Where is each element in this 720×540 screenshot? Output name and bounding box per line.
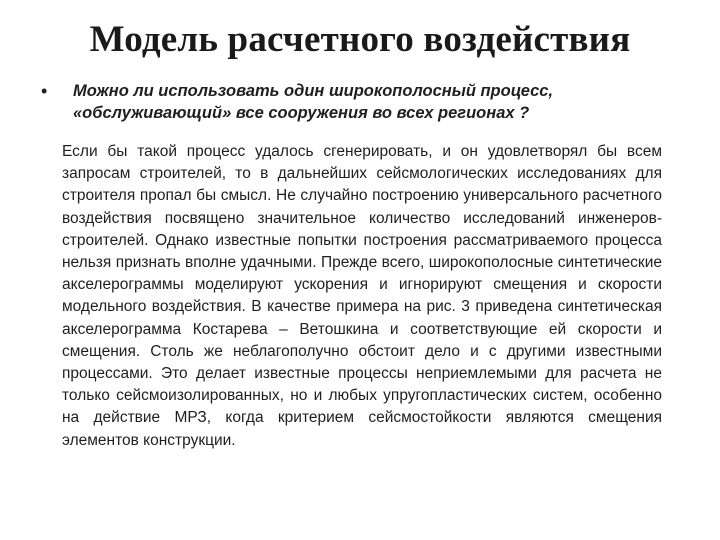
body-paragraph: Если бы такой процесс удалось сгенерировать, и он удовлетворял бы всем запросам строителей, то в дальнейших сейсмологических исследованиях для строителя пропал бы смысл. Не случайно построению универсального расчетного воздействия посвящено значительное количество исследований инженеров-строителей. Однако известные попытки построения рассматриваемого процесса нельзя признать вполне удачными. Прежде всего, широкополосные синтетические акселерограммы моделируют ускорения и игнорируют смещения и скорости модельного воздействия. В качестве примера на рис. 3 приведена синтетическая акселерограмма Костарева – Ветошкина и соответствующие ей скорости и смещения. Столь же неблагополучно обстоит дело и с другими известными процессами. Это делает известные процессы неприемлемыми для расчета не только сейсмоизолированных, но и любых упругопластических систем, особенно на действие МРЗ, когда критерием сейсмостойкости являются смещения элементов конструкции. <box>62 143 662 449</box>
bullet-marker: • <box>41 81 48 101</box>
slide-title: Модель расчетного воздействия <box>89 19 631 60</box>
bullet-question: Можно ли использовать один широкополосный процесс, «обслуживающий» все сооружения во всех регионах ? <box>73 82 554 122</box>
